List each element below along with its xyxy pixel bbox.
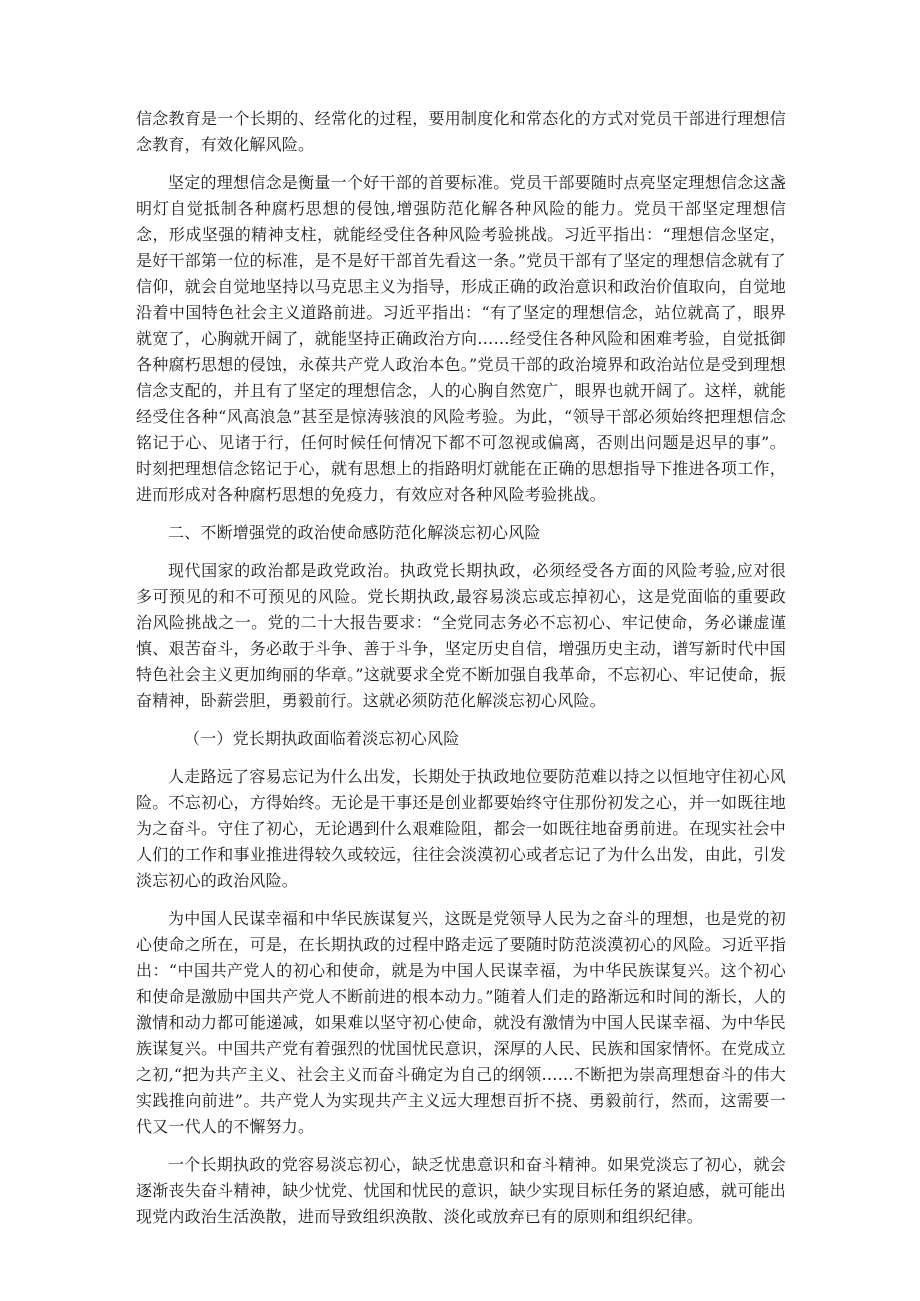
subsection-heading: （一）党长期执政面临着淡忘初心风险 [184,729,460,748]
paragraph: 人走路远了容易忘记为什么出发，长期处于执政地位要防范难以持之以恒地守住初心风险。不忘初心，方得始终。无论是干事还是创业都要始终守住那份初发之心，并一如既往地为之奋斗。守住了初心，无论遇到什么艰难险阻，都会一如既往地奋勇前进。在现实社会中人们的工作和事业推进得较久或较远，往往会淡漠初心或者忘记了为什么出发，由此，引发淡忘初心的政治风险。 [136,767,786,890]
paragraph: 现代国家的政治都是政党政治。执政党长期执政，必须经受各方面的风险考验,应对很多可预见的和不可预见的风险。党长期执政,最容易淡忘或忘掉初心，这是党面临的重要政治风险挑战之一。党的二十大报告要求：“全党同志务必不忘初心、牢记使命，务必谦虚谨慎、艰苦奋斗，务必敢于斗争、善于斗争，坚定历史自信，增强历史主动，谱写新时代中国特色社会主义更加绚丽的华章。”这就要求全党不断加强自我革命，不忘初心、牢记使命，振奋精神，卧薪尝胆，勇毅前行。这就必须防范化解淡忘初心风险。 [136,561,786,710]
paragraph: 为中国人民谋幸福和中华民族谋复兴，这既是党领导人民为之奋斗的理想，也是党的初心使命之所在，可是，在长期执政的过程中路走远了要随时防范淡漠初心的风险。习近平指出：“中国共产党人的初心和使命，就是为中国人民谋幸福，为中华民族谋复兴。这个初心和使命是激励中国共产党人不断前进的根本动力。”随着人们走的路渐远和时间的渐长，人的激情和动力都可能递减，如果难以坚守初心使命，就没有激情为中国人民谋幸福、为中华民族谋复兴。中国共产党有着强烈的忧国忧民意识，深厚的人民、民族和国家情怀。在党成立之初,“把为共产主义、社会主义而奋斗确定为自己的纲领……不断把为崇高理想奋斗的伟大实践推向前进”。共产党人为实现共产主义远大理想百折不挠、勇毅前行，然而，这需要一代又一代人的不懈努力。 [136,909,786,1136]
paragraph-continued: 信念教育是一个长期的、经常化的过程，要用制度化和常态化的方式对党员干部进行理想信念教育，有效化解风险。 [136,109,786,154]
document-page [136,106,786,1242]
paragraph: 一个长期执政的党容易淡忘初心，缺乏忧患意识和奋斗精神。如果党淡忘了初心，就会逐渐丧失奋斗精神，缺少忧党、忧国和忧民的意识，缺少实现目标任务的紧迫感，就可能出现党内政治生活涣散，进而导致组织涣散、淡化或放弃已有的原则和组织纪律。 [136,1155,786,1226]
paragraph: 坚定的理想信念是衡量一个好干部的首要标准。党员干部要随时点亮坚定理想信念这盏明灯自觉抵制各种腐朽思想的侵蚀,增强防范化解各种风险的能力。党员干部坚定理想信念，形成坚强的精神支柱，就能经受住各种风险考验挑战。习近平指出：“理想信念坚定，是好干部第一位的标准，是不是好干部首先看这一条。”党员干部有了坚定的理想信念就有了信仰，就会自觉地坚持以马克思主义为指导，形成正确的政治意识和政治价值取向，自觉地沿着中国特色社会主义道路前进。习近平指出：“有了坚定的理想信念，站位就高了，眼界就宽了，心胸就开阔了，就能坚持正确政治方向……经受住各种风险和困难考验，自觉抵御各种腐朽思想的侵蚀，永葆共产党人政治本色。”党员干部的政治境界和政治站位是受到理想信念支配的，并且有了坚定的理想信念，人的心胸自然宽广，眼界也就开阔了。这样，就能经受住各种“风高浪急”甚至是惊涛骇浪的风险考验。为此，“领导干部必须始终把理想信念铭记于心、见诸于行，任何时候任何情况下都不可忽视或偏离，否则出问题是迟早的事”。时刻把理想信念铭记于心，就有思想上的指路明灯就能在正确的思想指导下推进各项工作，进而形成对各种腐朽思想的免疫力，有效应对各种风险考验挑战。 [136,173,786,504]
section-heading: 二、不断增强党的政治使命感防范化解淡忘初心风险 [168,523,541,542]
